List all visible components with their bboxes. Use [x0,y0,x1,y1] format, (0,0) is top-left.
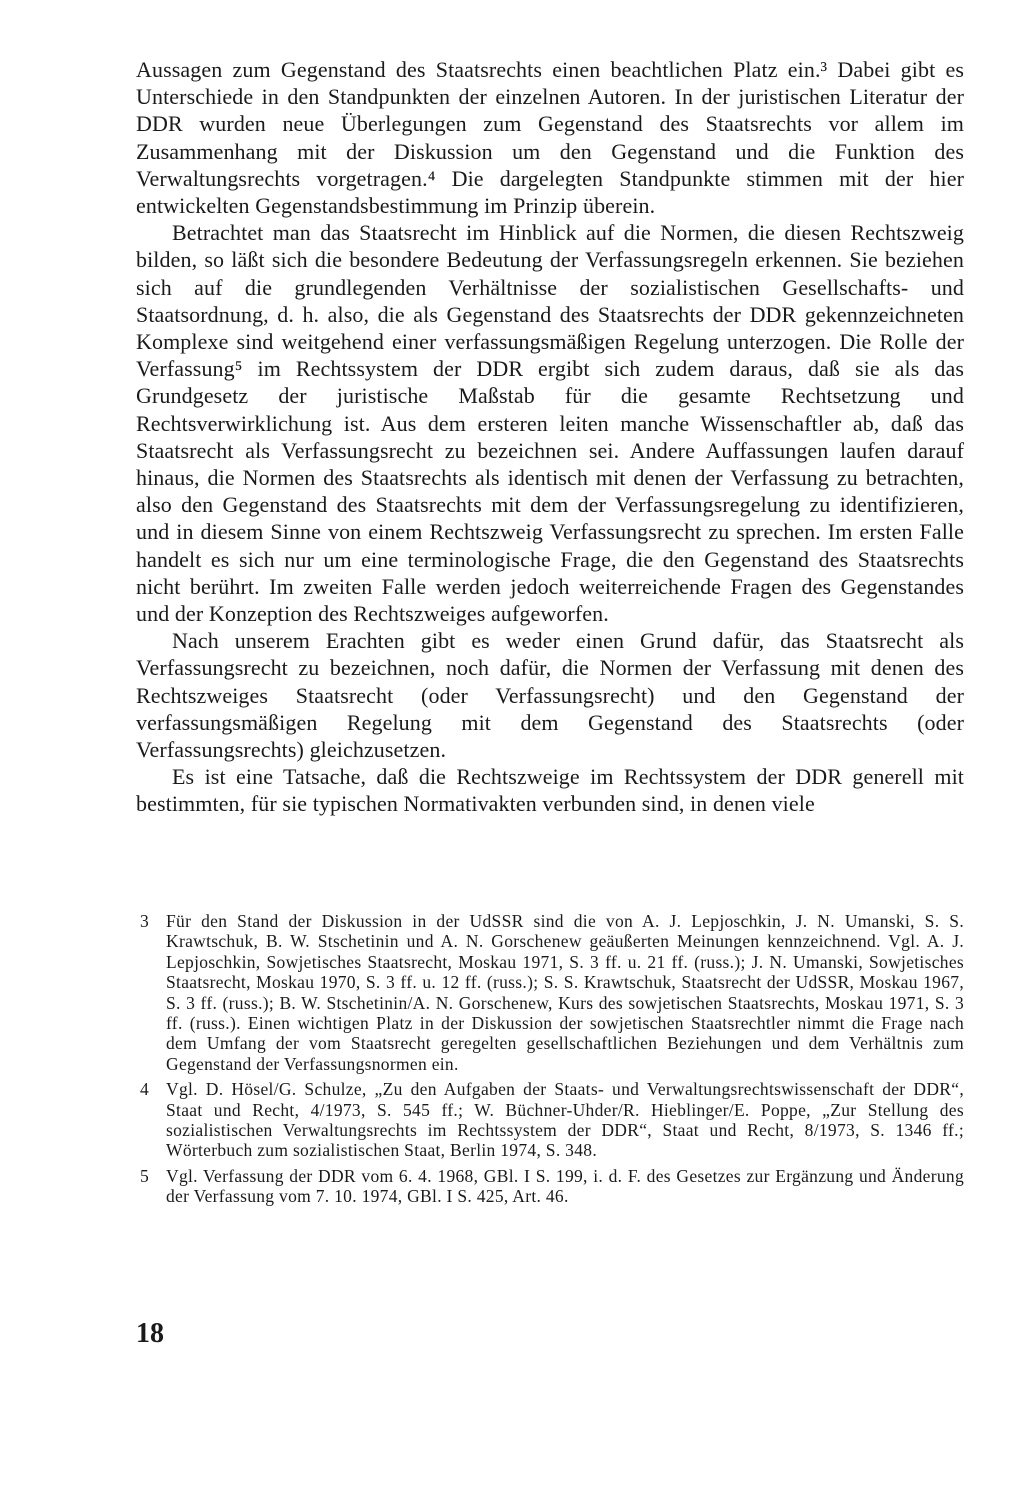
page-number: 18 [136,1318,164,1349]
paragraph-3: Nach unserem Erachten gibt es weder einen Grund dafür, das Staatsrecht als Verfassungsrecht zu bezeichnen, noch dafür, die Normen der Verfassung mit denen des Rechtszweiges Staatsrecht (oder Verfassungsrecht) und den Gegenstand der verfassungsmäßigen Regelung mit dem Gegenstand des Staatsrechts (oder Verfassungsrechts) gleichzusetzen. [136,628,964,763]
footnote-text: Vgl. Verfassung der DDR vom 6. 4. 1968, GBl. I S. 199, i. d. F. des Gesetzes zur Ergänzung und Änderung der Verfassung vom 7. 10. 1974, GBl. I S. 425, Art. 46. [166,1165,964,1207]
footnote-number: 3 [140,911,149,931]
footnote-4 [136,1079,964,1161]
footnote-3 [136,911,964,1074]
paragraph-4: Es ist eine Tatsache, daß die Rechtszweige im Rechtssystem der DDR generell mit bestimmten, für sie typischen Normativakten verbunden sind, in denen viele [136,764,964,817]
paragraph-2: Betrachtet man das Staatsrecht im Hinblick auf die Normen, die diesen Rechtszweig bilden, so läßt sich die besondere Bedeutung der Verfassungsregeln erkennen. Sie beziehen sich auf die grundlegenden Verhältnisse der sozialistischen Gesellschafts- und Staatsordnung, d. h. also, die als Gegenstand des Staatsrechts der DDR gekennzeichneten Komplexe sind weitgehend einer verfassungsmäßigen Regelung unterzogen. Die Rolle der Verfassung⁵ im Rechtssystem der DDR ergibt sich zudem daraus, daß sie als das Grundgesetz der juristische Maßstab für die gesamte Rechtsetzung und Rechtsverwirklichung ist. Aus dem ersteren leiten manche Wissenschaftler ab, daß das Staatsrecht als Verfassungsrecht zu bezeichnen sei. Andere Auffassungen laufen darauf hinaus, die Normen des Staatsrechts als identisch mit denen der Verfassung zu betrachten, also den Gegenstand des Staatsrechts mit dem der Verfassungsregelung zu identifizieren, und in diesem Sinne von einem Rechtszweig Verfassungsrecht zu sprechen. Im ersten Falle handelt es sich nur um eine terminologische Frage, die den Gegenstand des Staatsrechts nicht berührt. Im zweiten Falle werden jedoch weiterreichende Fragen des Gegenstandes und der Konzeption des Rechtszweiges aufgeworfen. [136,220,964,627]
footnote-5 [136,1166,964,1207]
footnote-text: Vgl. D. Hösel/G. Schulze, „Zu den Aufgaben der Staats- und Verwaltungsrechtswissenschaft der DDR“, Staat und Recht, 4/1973, S. 545 ff.; W. Büchner-Uhder/R. Hieblinger/E. Poppe, „Zur Stellung des sozialistischen Verwaltungsrechts im Rechtssystem der DDR“, Staat und Recht, 8/1973, S. 1346 ff.; Wörterbuch zum sozialistischen Staat, Berlin 1974, S. 348. [166,1079,964,1161]
footnote-text: Für den Stand der Diskussion in der UdSSR sind die von A. J. Lepjoschkin, J. N. Umanski, S. S. Krawtschuk, B. W. Stschetinin und A. N. Gorschenew geäußerten Meinungen kennzeichnend. Vgl. A. J. Lepjoschkin, Sowjetisches Staatsrecht, Moskau 1971, S. 3 ff. u. 21 ff. (russ.); J. N. Umanski, Sowjetisches Staatsrecht, Moskau 1970, S. 3 ff. u. 12 ff. (russ.); S. S. Krawtschuk, Staatsrecht der UdSSR, Moskau 1967, S. 3 ff. (russ.); B. W. Stschetinin/A. N. Gorschenew, Kurs des sowjetischen Staatsrechts, Moskau 1971, S. 3 ff. (russ.). Einen wichtigen Platz in der Diskussion der sowjetischen Staatsrechtler nimmt die Frage nach dem Umfang der vom Staatsrecht geregelten gesellschaftlichen Beziehungen und dem Verhältnis zum Gegenstand der Verfassungsnormen ein. [166,911,964,1074]
footnotes [136,911,964,1212]
body-text [136,56,964,818]
paragraph-1: Aussagen zum Gegenstand des Staatsrechts einen beachtlichen Platz ein.³ Dabei gibt es Unterschiede in den Standpunkten der einzelnen Autoren. In der juristischen Literatur der DDR wurden neue Überlegungen zum Gegenstand des Staatsrechts vor allem im Zusammenhang mit der Diskussion um den Gegenstand und die Funktion des Verwaltungsrechts vorgetragen.⁴ Die dargelegten Standpunkte stimmen mit der hier entwickelten Gegenstandsbestimmung im Prinzip überein. [136,57,964,219]
footnote-number: 4 [140,1079,149,1100]
footnote-number: 5 [140,1165,149,1186]
